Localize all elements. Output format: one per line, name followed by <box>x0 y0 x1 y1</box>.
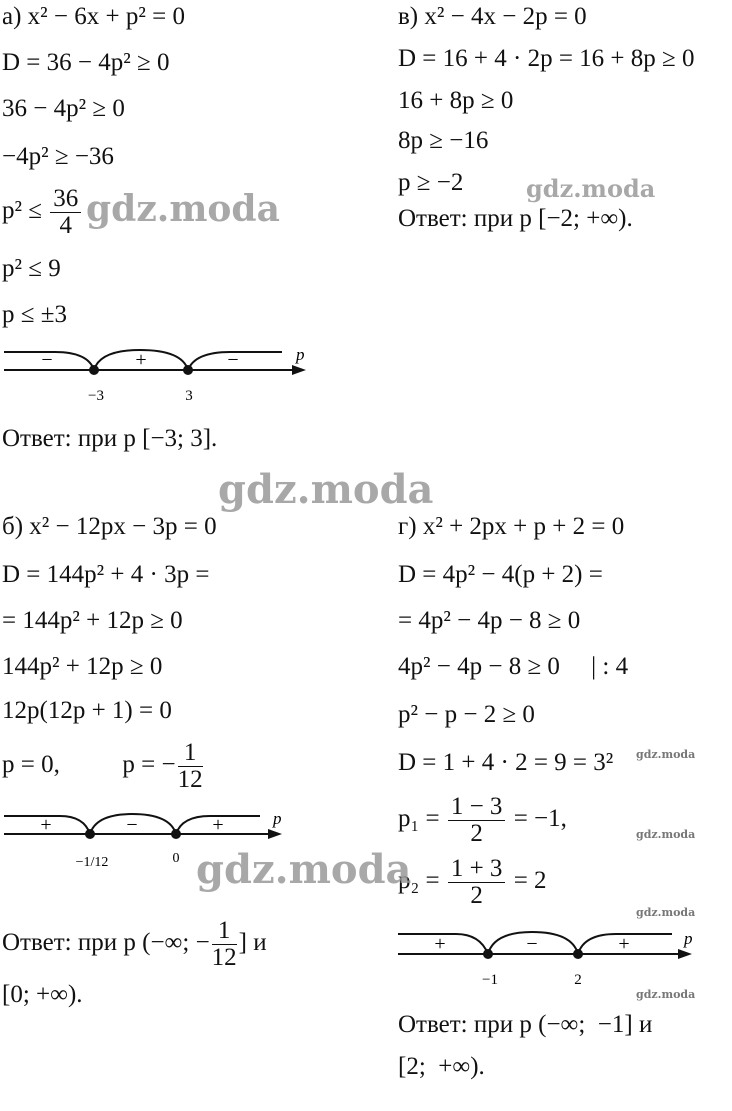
b-sign-2: − <box>126 814 138 836</box>
g-p2-den: 2 <box>470 882 483 909</box>
v-line-2: D = 16 + 4 · 2p = 16 + 8p ≥ 0 <box>398 45 695 72</box>
watermark-8: gdz.moda <box>636 988 696 1001</box>
watermark-3: gdz.moda <box>218 466 434 513</box>
b-line-3: = 144p² + 12p ≥ 0 <box>2 607 183 634</box>
b-answer-num: 1 <box>212 918 237 945</box>
a-fraction <box>50 186 81 239</box>
g-point-1: −1 <box>482 972 498 988</box>
g-sign-1: + <box>434 933 446 955</box>
g-sign-3: + <box>618 933 630 955</box>
a-sign-2: + <box>135 349 147 371</box>
v-line-3: 16 + 8p ≥ 0 <box>398 87 514 114</box>
g-axis-var: p <box>684 929 693 948</box>
b-root-den: 12 <box>177 766 203 793</box>
b-line-1: б) x² − 12px − 3p = 0 <box>2 513 217 540</box>
watermark-2: gdz.moda <box>526 174 656 203</box>
v-line-1: в) x² − 4x − 2p = 0 <box>398 3 587 30</box>
g-line-5: p² − p − 2 ≥ 0 <box>398 701 535 728</box>
b-answer-open: (−∞; − <box>142 929 210 957</box>
a-point-1: −3 <box>88 388 104 404</box>
g-p1-line <box>398 794 567 847</box>
b-point-1: −1/12 <box>75 855 109 870</box>
g-p1-den: 2 <box>470 820 483 847</box>
g-line-3: = 4p² − 4p − 8 ≥ 0 <box>398 607 581 634</box>
a-point-2: 3 <box>185 388 193 404</box>
g-p2-fraction <box>448 856 506 909</box>
b-point-2: 0 <box>172 851 180 866</box>
a-line-4: −4p² ≥ −36 <box>2 143 114 170</box>
b-sign-3: + <box>212 814 224 836</box>
g-line-6: D = 1 + 4 · 2 = 9 = 3² <box>398 749 614 776</box>
b-line-4: 144p² + 12p ≥ 0 <box>2 653 163 680</box>
g-p1-num: 1 − 3 <box>448 794 506 821</box>
g-point-2: 2 <box>574 972 582 988</box>
g-p1-prefix: p₁ = <box>398 805 446 833</box>
a-line-3: 36 − 4p² ≥ 0 <box>2 95 125 122</box>
g-line-4: 4p² − 4p − 8 ≥ 0 | : 4 <box>398 653 629 680</box>
watermark-7: gdz.moda <box>636 906 696 919</box>
a-answer: Ответ: при p [−3; 3]. <box>2 425 218 452</box>
b-answer-line-2: [0; +∞). <box>2 981 83 1008</box>
g-number-line <box>396 922 712 992</box>
b-answer-prefix: Ответ: при p <box>2 929 143 957</box>
a-sign-1: − <box>41 349 53 371</box>
a-frac-prefix: p² ≤ <box>2 197 49 225</box>
a-number-line <box>0 340 320 410</box>
a-sign-3: − <box>227 349 239 371</box>
a-fraction-line <box>2 186 83 239</box>
b-answer-fraction <box>212 918 237 971</box>
b-root-1: p = 0, <box>2 751 60 779</box>
g-sign-2: − <box>526 933 538 955</box>
g-p2-prefix: p₂ = <box>398 867 446 895</box>
watermark-1: gdz.moda <box>86 188 280 230</box>
v-line-5: p ≥ −2 <box>398 169 464 196</box>
a-line-6: p ≤ ±3 <box>2 301 67 328</box>
a-line-5: p² ≤ 9 <box>2 255 61 282</box>
v-line-4: 8p ≥ −16 <box>398 127 489 154</box>
g-p1-suffix: = −1, <box>507 805 567 833</box>
g-p2-num: 1 + 3 <box>448 856 506 883</box>
b-root-2-fraction <box>178 740 203 793</box>
b-axis-var: p <box>273 809 282 828</box>
b-line-2: D = 144p² + 4 · 3p = <box>2 561 210 588</box>
a-axis-var: p <box>296 345 305 364</box>
b-answer-den: 12 <box>211 944 237 971</box>
a-frac-den: 4 <box>59 212 72 239</box>
a-line-2: D = 36 − 4p² ≥ 0 <box>2 49 170 76</box>
b-answer <box>2 918 267 971</box>
b-roots-line <box>2 740 205 793</box>
g-answer-line-2: [2; +∞). <box>398 1053 485 1080</box>
g-p2-suffix: = 2 <box>507 867 547 895</box>
b-line-5: 12p(12p + 1) = 0 <box>2 697 172 724</box>
a-frac-num: 36 <box>50 186 81 213</box>
b-root-2-prefix: p = − <box>122 751 176 779</box>
watermark-4: gdz.moda <box>196 846 412 893</box>
v-answer: Ответ: при p [−2; +∞). <box>398 205 633 232</box>
g-line-1: г) x² + 2px + p + 2 = 0 <box>398 513 625 540</box>
b-root-num: 1 <box>178 740 203 767</box>
watermark-6: gdz.moda <box>636 828 696 841</box>
g-p2-line <box>398 856 547 909</box>
b-sign-1: + <box>40 814 52 836</box>
watermark-5: gdz.moda <box>636 748 696 761</box>
a-line-1: а) x² − 6x + p² = 0 <box>2 3 185 30</box>
b-answer-close: ] и <box>238 929 267 957</box>
g-answer: Ответ: при p (−∞; −1] и <box>398 1011 653 1038</box>
g-line-2: D = 4p² − 4(p + 2) = <box>398 561 603 588</box>
g-p1-fraction <box>448 794 506 847</box>
